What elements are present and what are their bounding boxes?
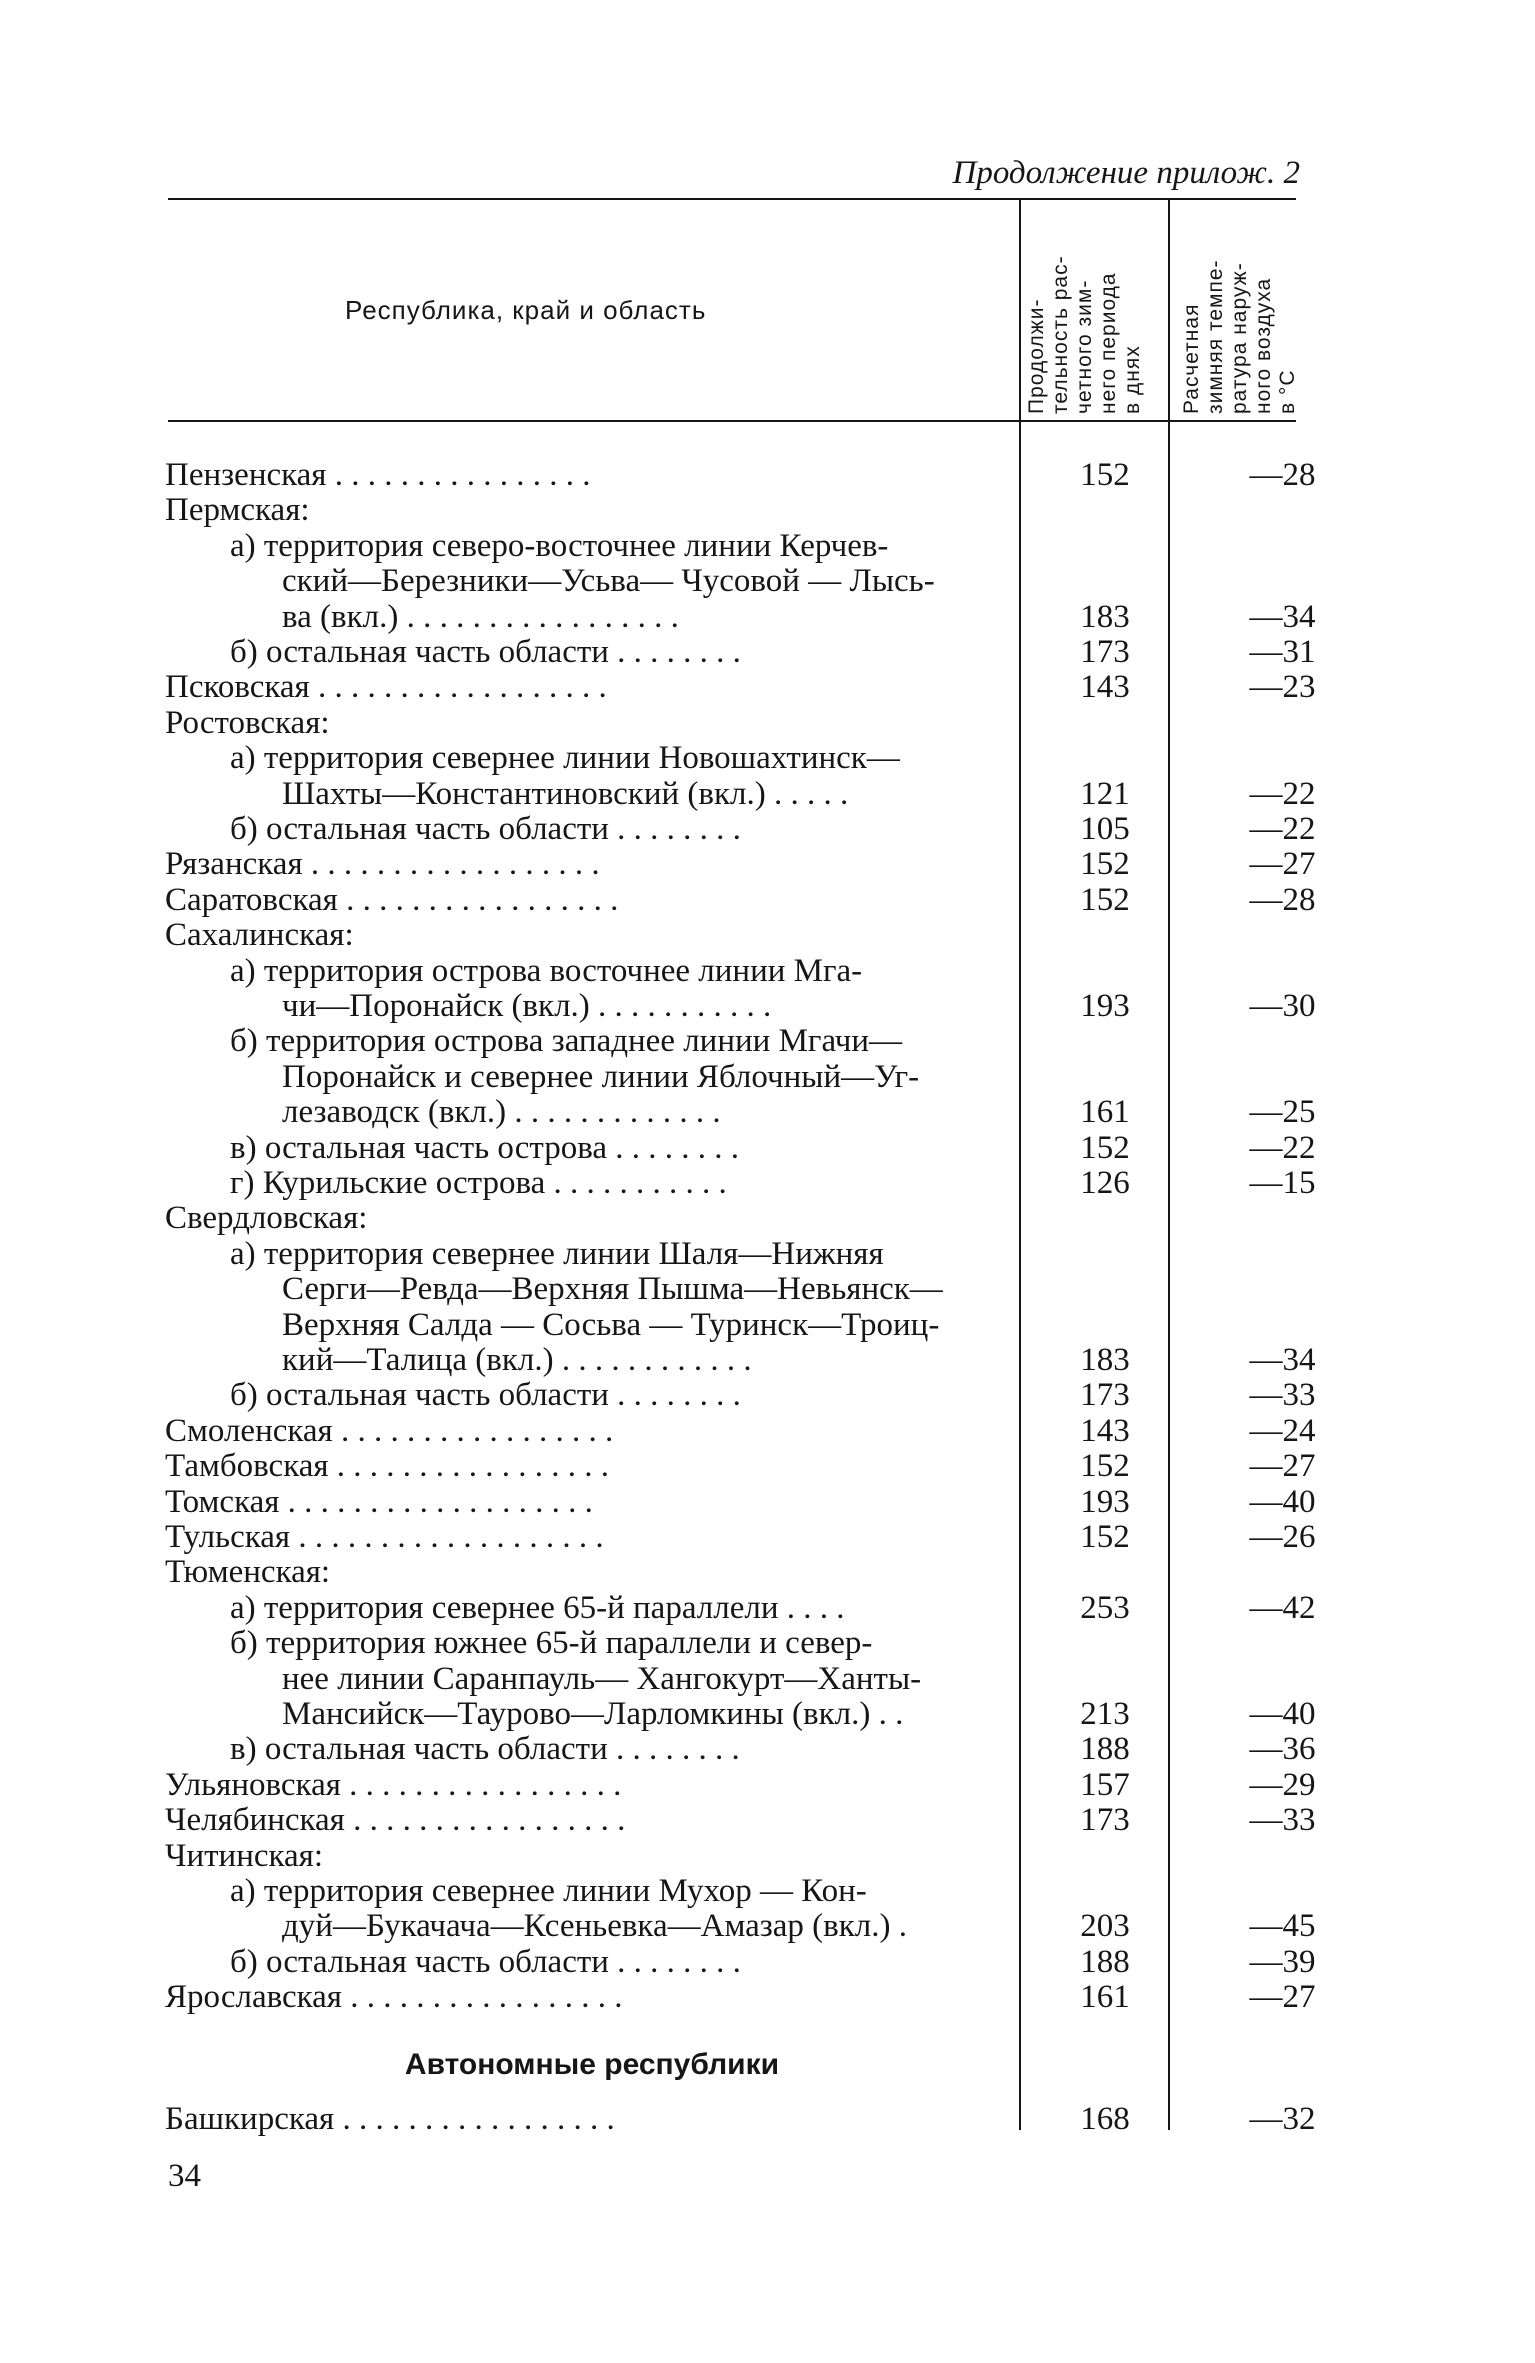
column-header-temperature — [1180, 259, 1300, 414]
row-days: 173 — [1080, 1802, 1130, 1839]
row-label: Тульская . . . . . . . . . . . . . . . . . . . — [165, 1520, 604, 1555]
row-days: 161 — [1080, 1979, 1130, 2016]
row-days: 193 — [1080, 1483, 1130, 1520]
top-rule — [168, 198, 1296, 200]
table-row — [0, 777, 1535, 812]
table-row — [0, 1697, 1535, 1732]
row-temperature: —31 — [1249, 634, 1316, 670]
row-days: 152 — [1080, 881, 1130, 918]
table-row — [0, 529, 1535, 564]
row-temperature: —34 — [1249, 1342, 1316, 1378]
header-bottom-rule — [168, 420, 1296, 422]
row-days: 152 — [1080, 457, 1130, 493]
row-label: Ростовская: — [165, 705, 330, 741]
row-days: 188 — [1080, 1731, 1130, 1768]
row-temperature: —22 — [1249, 775, 1316, 812]
table-row — [0, 954, 1535, 989]
row-label: а) территория севернее линии Новошахтинск— — [230, 741, 900, 777]
column-header-region: Республика, край и область — [345, 295, 707, 325]
section-title: Автономные республики — [404, 2048, 780, 2081]
table-row — [0, 1874, 1535, 1909]
row-temperature: —36 — [1249, 1731, 1316, 1768]
row-days: 193 — [1080, 988, 1130, 1024]
row-temperature: —27 — [1249, 846, 1316, 883]
header-temp-line: зимняя темпе- — [1204, 259, 1227, 414]
table-row — [0, 1591, 1535, 1626]
row-label: б) территория южнее 65-й параллели и север- — [230, 1626, 873, 1662]
table-row — [0, 1343, 1535, 1378]
table-row — [0, 1662, 1535, 1697]
row-temperature: —33 — [1249, 1802, 1316, 1839]
row-temperature: —25 — [1249, 1094, 1316, 1131]
row-temperature: —40 — [1249, 1483, 1316, 1520]
table-row — [0, 1909, 1535, 1944]
row-days: 183 — [1080, 1342, 1130, 1378]
row-days: 157 — [1080, 1766, 1130, 1803]
table-row — [0, 1768, 1535, 1803]
row-label: б) остальная часть области . . . . . . . . — [230, 635, 741, 670]
table-row — [0, 1095, 1535, 1130]
table-row — [0, 1839, 1535, 1874]
row-temperature: —28 — [1249, 457, 1316, 493]
row-label: Саратовская . . . . . . . . . . . . . . . . . — [165, 882, 619, 918]
row-days: 152 — [1080, 1448, 1130, 1485]
row-temperature: —24 — [1249, 1412, 1316, 1449]
row-temperature: —22 — [1249, 1129, 1316, 1166]
table-row — [0, 1626, 1535, 1661]
table-row — [0, 635, 1535, 670]
row-label: б) остальная часть области . . . . . . . . — [230, 1944, 741, 1980]
row-days: 161 — [1080, 1094, 1130, 1131]
row-label: Ульяновская . . . . . . . . . . . . . . . . . — [165, 1767, 622, 1803]
header-temp-line: в °С — [1276, 369, 1299, 414]
row-temperature: —30 — [1249, 988, 1316, 1024]
row-label: Челябинская . . . . . . . . . . . . . . . . . — [165, 1803, 626, 1839]
table-row — [0, 1803, 1535, 1838]
table-row — [0, 883, 1535, 918]
row-label: ский—Березники—Усьва— Чусовой — Лысь- — [282, 564, 935, 600]
row-days: 173 — [1080, 634, 1130, 670]
table-row — [0, 458, 1535, 493]
table-row — [0, 812, 1535, 847]
row-days: 253 — [1080, 1589, 1130, 1626]
column-header-days — [1025, 255, 1145, 414]
table-row — [0, 1414, 1535, 1449]
row-days: 126 — [1080, 1165, 1130, 1201]
row-days: 152 — [1080, 846, 1130, 883]
row-days: 121 — [1080, 775, 1130, 812]
row-temperature: —29 — [1249, 1766, 1316, 1803]
table-row — [0, 1980, 1535, 2015]
table-row — [0, 1166, 1535, 1201]
row-label: Шахты—Константиновский (вкл.) . . . . . — [282, 776, 849, 812]
table-row — [0, 1308, 1535, 1343]
row-temperature: —45 — [1249, 1908, 1316, 1945]
row-label: а) территория севернее 65-й параллели . . . . — [230, 1590, 845, 1626]
row-label: Верхняя Салда — Сосьва — Туринск—Троиц- — [282, 1307, 940, 1343]
table-row — [0, 670, 1535, 705]
row-label: а) территория севернее линии Шаля—Нижняя — [230, 1236, 884, 1272]
row-label: Сахалинская: — [165, 918, 354, 954]
header-days-line: него периода — [1097, 272, 1120, 414]
table-row — [0, 1520, 1535, 1555]
row-temperature: —27 — [1249, 1979, 1316, 2016]
row-label: б) территория острова западнее линии Мгачи— — [230, 1024, 903, 1060]
row-label: лезаводск (вкл.) . . . . . . . . . . . . . — [282, 1095, 721, 1131]
table-row — [0, 1201, 1535, 1236]
table-row — [0, 1272, 1535, 1307]
table-row — [0, 1131, 1535, 1166]
header-days-line: тельность рас- — [1049, 255, 1072, 414]
row-temperature: —15 — [1249, 1165, 1316, 1201]
table-row — [0, 493, 1535, 528]
row-label: Псковская . . . . . . . . . . . . . . . . . . — [165, 670, 607, 706]
row-label: в) остальная часть острова . . . . . . . . — [230, 1130, 740, 1166]
row-label: Читинская: — [165, 1838, 324, 1874]
row-label: Пензенская . . . . . . . . . . . . . . . . — [165, 458, 591, 493]
row-label: Свердловская: — [165, 1201, 368, 1237]
row-label: Башкирская . . . . . . . . . . . . . . . . . — [165, 2102, 615, 2137]
row-label: в) остальная часть области . . . . . . . . — [230, 1732, 740, 1768]
row-days: 203 — [1080, 1908, 1130, 1945]
table-row — [0, 564, 1535, 599]
row-temperature: —22 — [1249, 811, 1316, 847]
row-label: г) Курильские острова . . . . . . . . . . . — [230, 1166, 727, 1201]
row-temperature: —33 — [1249, 1377, 1316, 1414]
table-row — [0, 1449, 1535, 1484]
table-row — [0, 1555, 1535, 1590]
row-label: дуй—Букачача—Ксеньевка—Амазар (вкл.) . — [282, 1909, 907, 1945]
table-row — [0, 2102, 1535, 2137]
row-temperature: —28 — [1249, 881, 1316, 918]
row-label: б) остальная часть области . . . . . . . . — [230, 1378, 741, 1414]
row-label: Мансийск—Таурово—Ларломкины (вкл.) . . — [282, 1697, 904, 1732]
header-days-line: четного зим- — [1073, 279, 1096, 414]
row-days: 188 — [1080, 1943, 1130, 1980]
row-temperature: —26 — [1249, 1519, 1316, 1555]
row-label: б) остальная часть области . . . . . . . . — [230, 812, 741, 847]
row-label: а) территория северо-восточнее линии Керчев- — [230, 528, 889, 564]
row-days: 183 — [1080, 598, 1130, 635]
row-days: 152 — [1080, 1129, 1130, 1166]
row-label: Смоленская . . . . . . . . . . . . . . . . . — [165, 1413, 614, 1449]
row-label: кий—Талица (вкл.) . . . . . . . . . . . . — [282, 1343, 752, 1378]
table-row — [0, 1732, 1535, 1767]
page-number: 34 — [168, 2158, 201, 2194]
row-temperature: —27 — [1249, 1448, 1316, 1485]
header-temp-line: ратура наруж- — [1228, 262, 1251, 414]
row-label: Серги—Ревда—Верхняя Пышма—Невьянск— — [282, 1272, 943, 1308]
row-label: Пермская: — [165, 493, 310, 529]
table-row — [0, 1060, 1535, 1095]
table-row — [0, 600, 1535, 635]
table-row — [0, 918, 1535, 953]
table-row — [0, 1485, 1535, 1520]
table-row — [0, 1378, 1535, 1413]
row-label: ва (вкл.) . . . . . . . . . . . . . . . . . — [282, 599, 679, 635]
row-label: Рязанская . . . . . . . . . . . . . . . . . . — [165, 847, 600, 883]
row-days: 168 — [1080, 2101, 1130, 2137]
row-label: Поронайск и севернее линии Яблочный—Уг- — [282, 1059, 920, 1095]
row-temperature: —34 — [1249, 598, 1316, 635]
header-days-line: Продолжи- — [1025, 298, 1048, 414]
row-label: Томская . . . . . . . . . . . . . . . . . . . — [165, 1484, 593, 1520]
row-label: нее линии Саранпауль— Хангокурт—Ханты- — [282, 1661, 922, 1697]
row-label: Тюменская: — [165, 1555, 331, 1591]
table-row — [0, 847, 1535, 882]
row-days: 213 — [1080, 1696, 1130, 1732]
table-row — [0, 989, 1535, 1024]
row-temperature: —39 — [1249, 1943, 1316, 1980]
row-label: чи—Поронайск (вкл.) . . . . . . . . . . . — [282, 989, 772, 1024]
table-row — [0, 1945, 1535, 1980]
header-temp-line: ного воздуха — [1252, 277, 1275, 414]
row-label: Ярославская . . . . . . . . . . . . . . . . . — [165, 1980, 623, 2016]
table-row — [0, 1024, 1535, 1059]
row-label: а) территория острова восточнее линии Мга- — [230, 953, 863, 989]
row-temperature: —42 — [1249, 1589, 1316, 1626]
row-temperature: —23 — [1249, 669, 1316, 706]
row-days: 173 — [1080, 1377, 1130, 1414]
row-temperature: —40 — [1249, 1696, 1316, 1732]
continuation-title: Продолжение прилож. 2 — [952, 155, 1300, 191]
row-label: а) территория севернее линии Мухор — Кон- — [230, 1874, 867, 1909]
row-days: 105 — [1080, 811, 1130, 847]
row-label: Тамбовская . . . . . . . . . . . . . . . . . — [165, 1449, 610, 1485]
row-days: 143 — [1080, 1412, 1130, 1449]
table-row — [0, 1237, 1535, 1272]
table-row — [0, 706, 1535, 741]
header-temp-line: Расчетная — [1180, 303, 1203, 414]
row-days: 143 — [1080, 669, 1130, 706]
row-temperature: —32 — [1249, 2101, 1316, 2137]
row-days: 152 — [1080, 1519, 1130, 1555]
header-days-line: в днях — [1121, 345, 1144, 414]
table-row — [0, 741, 1535, 776]
